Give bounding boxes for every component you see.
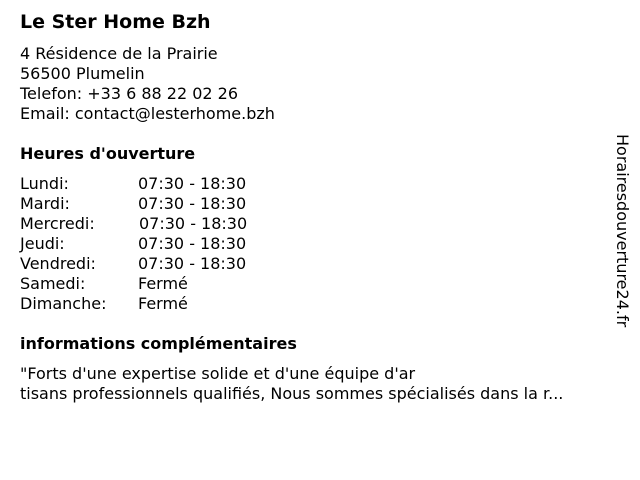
additional-info-heading: informations complémentaires (20, 334, 297, 353)
opening-hours-table (20, 174, 280, 314)
day-label: Mercredi: (20, 214, 95, 233)
day-label: Dimanche: (20, 294, 107, 313)
site-watermark-text: Horairesdouverture24.fr (613, 134, 632, 328)
address-line-2: 56500 Plumelin (20, 64, 145, 83)
time-value: 07:30 - 18:30 (138, 254, 247, 273)
address-line-1: 4 Résidence de la Prairie (20, 44, 218, 63)
day-label: Jeudi: (20, 234, 65, 253)
hours-row-friday (20, 254, 280, 274)
time-value: Fermé (138, 294, 188, 313)
day-label: Lundi: (20, 174, 69, 193)
hours-row-tuesday (20, 194, 280, 214)
phone-line: Telefon: +33 6 88 22 02 26 (20, 84, 239, 103)
time-value: 07:30 - 18:30 (139, 214, 248, 233)
description-line-1: "Forts d'une expertise solide et d'une équipe d'ar (20, 364, 416, 383)
description-line-2: tisans professionnels qualifiés, Nous sommes spécialisés dans la r... (20, 384, 564, 403)
day-label: Vendredi: (20, 254, 96, 273)
business-name: Le Ster Home Bzh (20, 11, 211, 33)
hours-row-thursday (20, 234, 280, 254)
hours-row-monday (20, 174, 280, 194)
time-value: 07:30 - 18:30 (138, 174, 247, 193)
day-label: Samedi: (20, 274, 86, 293)
contact-block (20, 44, 275, 124)
description-text (20, 364, 563, 404)
opening-hours-heading: Heures d'ouverture (20, 144, 196, 163)
email-line: Email: contact@lesterhome.bzh (20, 104, 275, 123)
time-value: 07:30 - 18:30 (138, 194, 247, 213)
hours-row-sunday (20, 294, 280, 314)
time-value: Fermé (138, 274, 188, 293)
site-watermark (610, 134, 634, 350)
time-value: 07:30 - 18:30 (138, 234, 247, 253)
hours-row-wednesday (20, 214, 280, 234)
hours-row-saturday (20, 274, 280, 294)
day-label: Mardi: (20, 194, 70, 213)
